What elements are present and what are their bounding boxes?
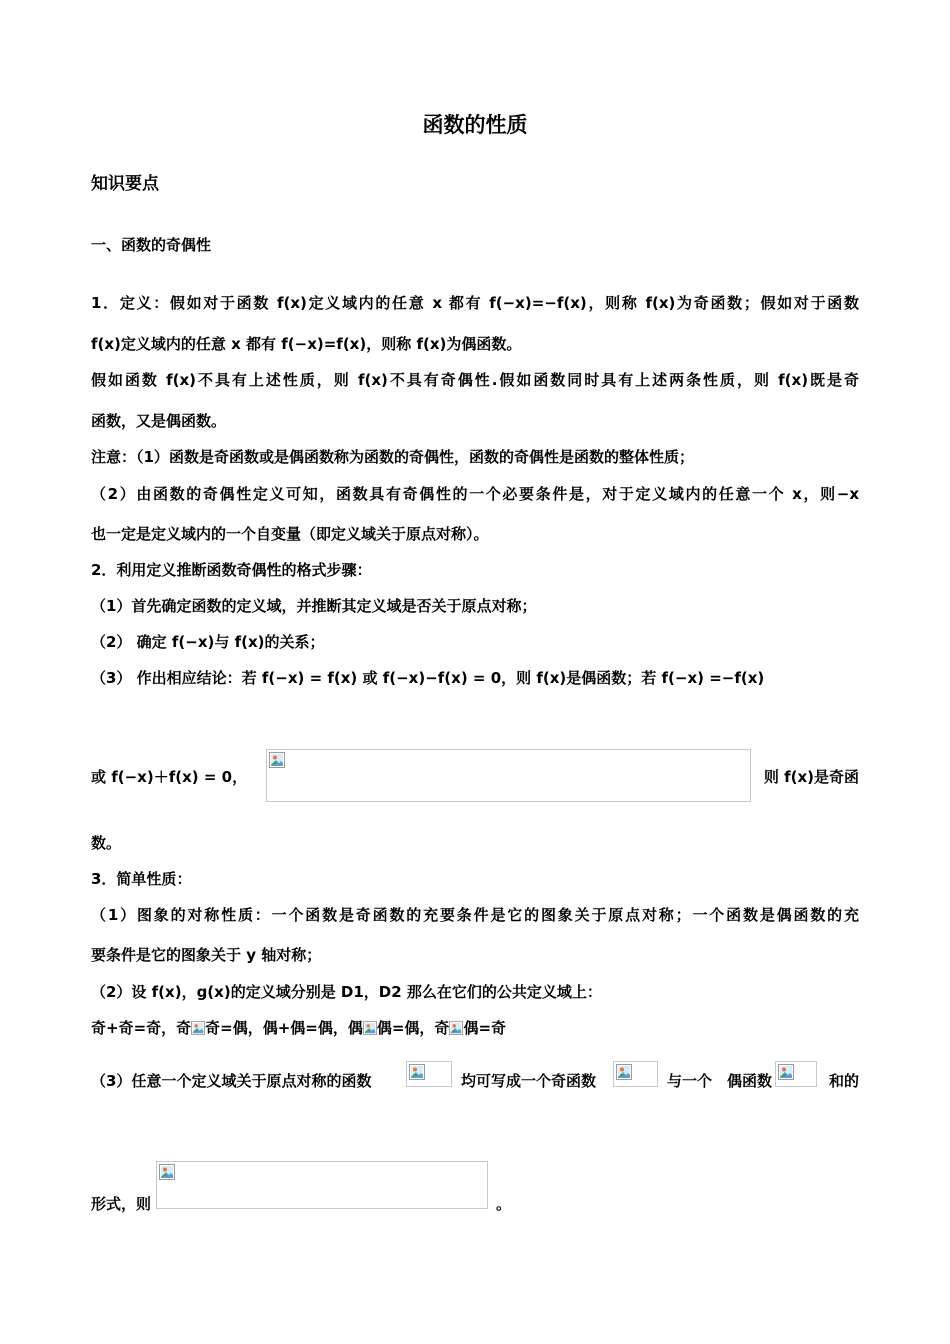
properties-heading: 3．简单性质： bbox=[91, 870, 192, 888]
step-3: （3） 作出相应结论：若 f(−x) = f(x) 或 f(−x)−f(x) = 0，则 f(x)是偶函数；若 f(−x) =−f(x) bbox=[91, 669, 765, 687]
property-2: （2）设 f(x)，g(x)的定义域分别是 D1，D2 那么在它们的公共定义域上： bbox=[91, 983, 602, 1001]
rule-even-times-even: 偶=偶，奇 bbox=[376, 1019, 450, 1037]
definition-line-2: f(x)定义域内的任意 x 都有 f(−x)=f(x)，则称 f(x)为偶函数。 bbox=[91, 335, 522, 353]
function-image-placeholder bbox=[406, 1061, 452, 1087]
rule-even-plus-even: 奇=偶，偶+偶=偶，偶 bbox=[205, 1019, 363, 1037]
section-heading-parity: 一、函数的奇偶性 bbox=[91, 236, 212, 254]
property-1-line-1: （1）图象的对称性质：一个函数是奇函数的充要条件是它的图象关于原点对称；一个函数是偶函数的充 bbox=[91, 906, 859, 924]
odd-function-image-placeholder bbox=[613, 1061, 658, 1087]
broken-image-icon bbox=[778, 1064, 794, 1080]
decomposition-image-placeholder bbox=[156, 1161, 488, 1209]
property-3-text-c: 与一个 bbox=[667, 1072, 713, 1090]
rule-odd-plus-odd: 奇+奇=奇，奇 bbox=[91, 1019, 192, 1037]
broken-image-icon bbox=[616, 1064, 632, 1080]
property-3-text-d: 偶函数 bbox=[727, 1072, 773, 1090]
paragraph-line-1: 假如函数 f(x)不具有上述性质，则 f(x)不具有奇偶性.假如函数同时具有上述两条性质，则 f(x)既是奇 bbox=[91, 371, 859, 389]
property-3-text-e: 和的 bbox=[828, 1072, 859, 1090]
section-heading-knowledge-points: 知识要点 bbox=[91, 174, 159, 194]
property-3-text-b: 均可写成一个奇函数 bbox=[461, 1072, 597, 1090]
steps-heading: 2．利用定义推断函数奇偶性的格式步骤： bbox=[91, 561, 372, 579]
broken-image-icon bbox=[159, 1164, 175, 1180]
note-2-line-2: 也一定是定义域内的一个自变量（即定义域关于原点对称）。 bbox=[91, 525, 489, 543]
paragraph-line-2: 函数，又是偶函数。 bbox=[91, 412, 227, 430]
broken-image-icon bbox=[409, 1064, 425, 1080]
step-3-cont-right: 则 f(x)是奇函 bbox=[763, 768, 859, 786]
step-3-end: 数。 bbox=[91, 834, 122, 852]
formula-image-placeholder bbox=[266, 749, 751, 802]
broken-image-icon bbox=[363, 1021, 377, 1035]
page-title: 函数的性质 bbox=[422, 113, 528, 137]
last-line-period: 。 bbox=[496, 1195, 512, 1213]
rule-odd-times-even: 偶=奇 bbox=[463, 1019, 507, 1037]
step-1: （1）首先确定函数的定义域，并推断其定义域是否关于原点对称； bbox=[91, 597, 537, 615]
broken-image-icon bbox=[449, 1021, 463, 1035]
note-2-line-1: （2）由函数的奇偶性定义可知，函数具有奇偶性的一个必要条件是，对于定义域内的任意一个 x，则−x bbox=[91, 485, 859, 503]
last-line-text: 形式，则 bbox=[91, 1195, 152, 1213]
parity-rules bbox=[91, 1018, 859, 1038]
broken-image-icon bbox=[269, 752, 285, 768]
broken-image-icon bbox=[191, 1021, 205, 1035]
definition-line-1: 1．定义：假如对于函数 f(x)定义域内的任意 x 都有 f(−x)=−f(x)，则称 f(x)为奇函数；假如对于函数 bbox=[91, 294, 859, 312]
even-function-image-placeholder bbox=[775, 1061, 817, 1087]
note-1: 注意：（1）函数是奇函数或是偶函数称为函数的奇偶性，函数的奇偶性是函数的整体性质； bbox=[91, 448, 694, 466]
property-1-line-2: 要条件是它的图象关于 y 轴对称； bbox=[91, 946, 322, 964]
property-3-text-a: （3）任意一个定义域关于原点对称的函数 bbox=[91, 1072, 372, 1090]
step-3-cont-left: 或 f(−x)＋f(x) = 0， bbox=[91, 768, 248, 786]
step-2: （2） 确定 f(−x)与 f(x)的关系； bbox=[91, 633, 325, 651]
